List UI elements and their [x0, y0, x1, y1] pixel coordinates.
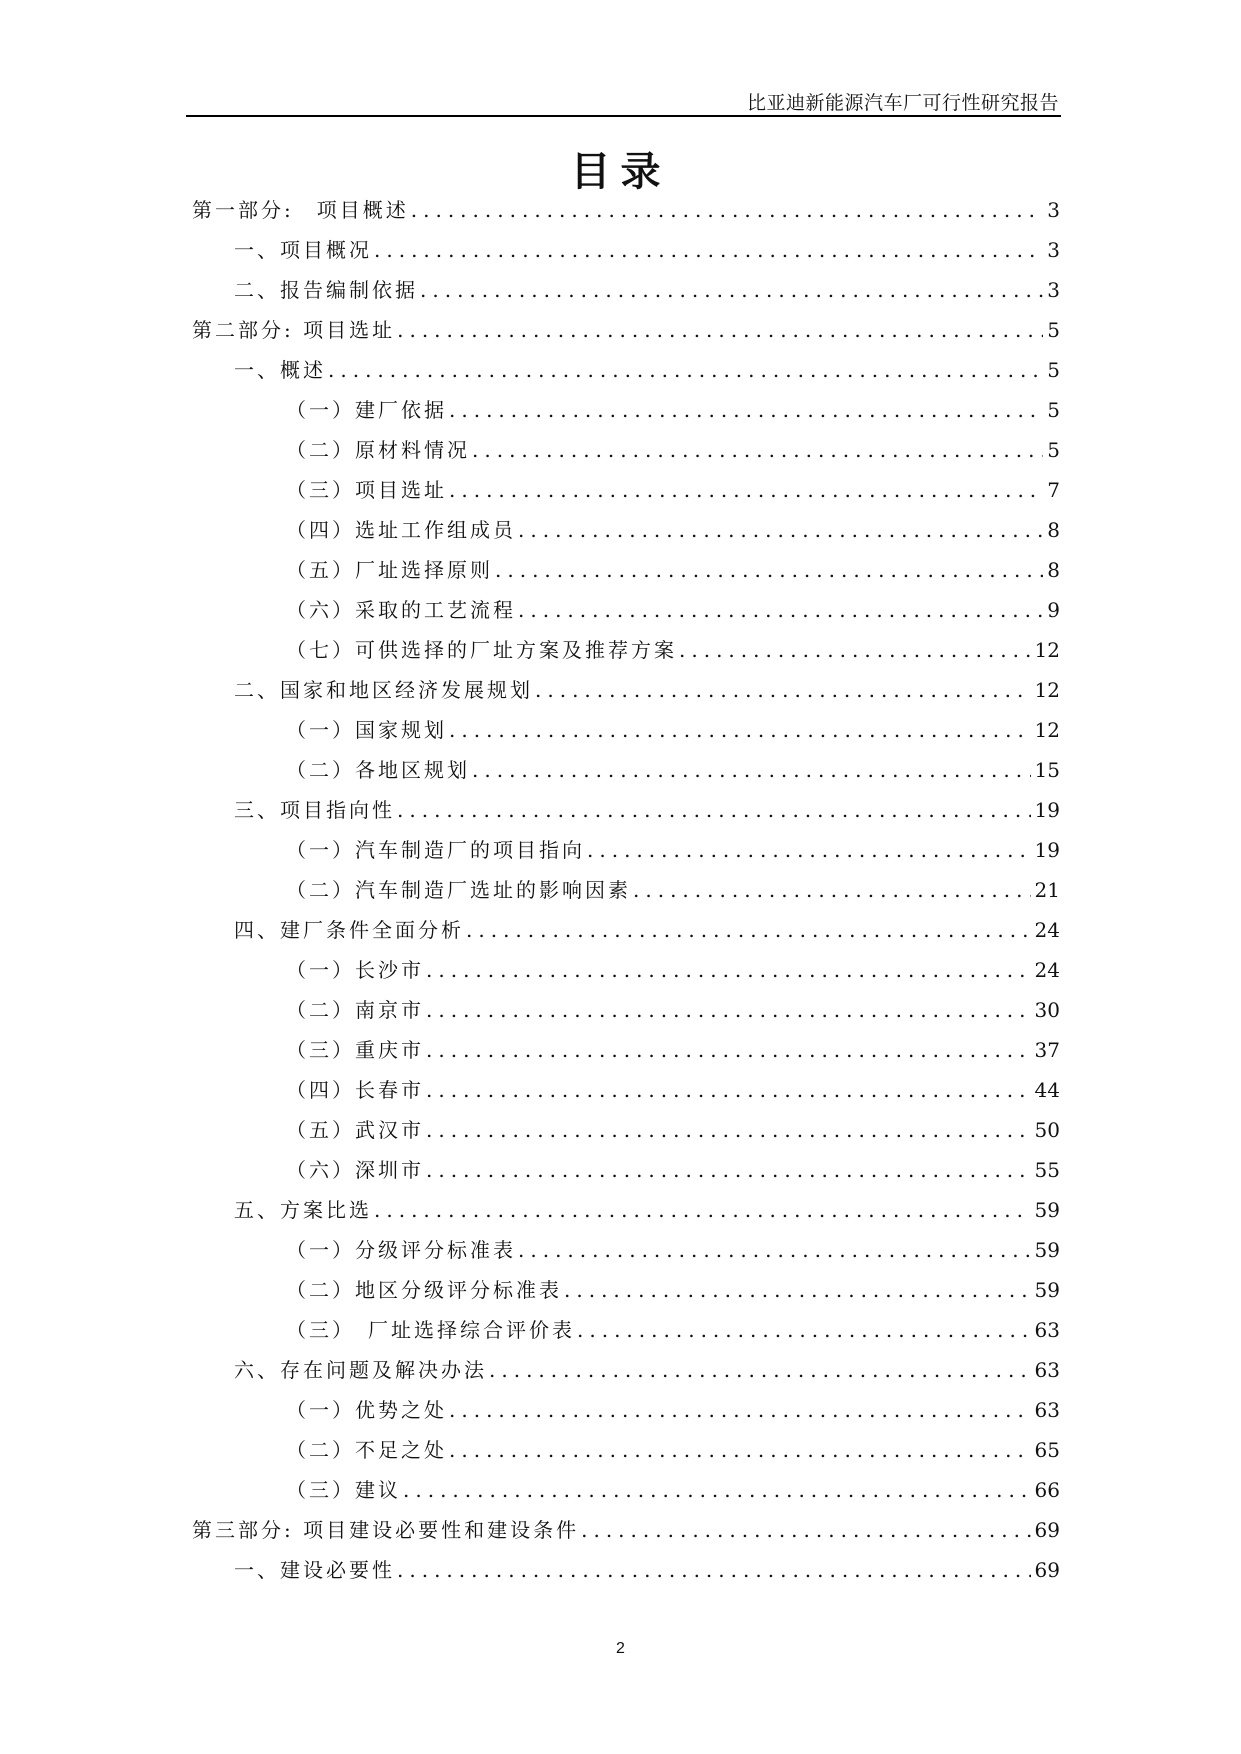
toc-dot-leader: [426, 1118, 1031, 1142]
toc-dot-leader: [518, 598, 1043, 622]
toc-entry-page: 3: [1047, 278, 1060, 302]
toc-dot-leader: [587, 838, 1031, 862]
toc-dot-leader: [581, 1518, 1030, 1542]
toc-entry-label: 第三部分: 项目建设必要性和建设条件: [192, 1518, 580, 1542]
toc-entry[interactable]: [192, 1394, 1060, 1434]
toc-entry-page: 3: [1047, 238, 1060, 262]
toc-entry[interactable]: [192, 234, 1060, 274]
toc-dot-leader: [374, 238, 1043, 262]
toc-entry[interactable]: [192, 514, 1060, 554]
toc-entry[interactable]: [192, 914, 1060, 954]
toc-entry-label: （三）建议: [286, 1478, 401, 1502]
toc-entry-label: （一）分级评分标准表: [286, 1238, 516, 1262]
toc-entry-page: 55: [1034, 1158, 1060, 1182]
toc-entry[interactable]: [192, 1554, 1060, 1594]
toc-entry[interactable]: [192, 1114, 1060, 1154]
toc-entry-page: 12: [1034, 718, 1060, 742]
toc-entry-page: 30: [1034, 998, 1060, 1022]
toc-dot-leader: [535, 678, 1031, 702]
toc-entry[interactable]: [192, 394, 1060, 434]
toc-entry-label: （六）采取的工艺流程: [286, 598, 516, 622]
toc-dot-leader: [411, 198, 1044, 222]
toc-entry-page: 59: [1034, 1238, 1060, 1262]
toc-entry-label: （五）厂址选择原则: [286, 558, 493, 582]
page-number: 2: [616, 1640, 625, 1657]
toc-entry[interactable]: [192, 1354, 1060, 1394]
toc-entry[interactable]: [192, 994, 1060, 1034]
toc-dot-leader: [426, 1078, 1031, 1102]
toc-entry-label: 二、报告编制依据: [234, 278, 418, 302]
toc-entry-page: 63: [1034, 1318, 1060, 1342]
toc-entry-page: 44: [1034, 1078, 1060, 1102]
toc-dot-leader: [449, 718, 1031, 742]
toc-entry-page: 5: [1047, 398, 1060, 422]
toc-entry-page: 8: [1047, 518, 1060, 542]
table-of-contents: [192, 194, 1060, 1594]
toc-entry-page: 19: [1034, 838, 1060, 862]
toc-entry[interactable]: [192, 274, 1060, 314]
toc-entry[interactable]: [192, 1434, 1060, 1474]
toc-dot-leader: [397, 798, 1031, 822]
toc-entry-label: 五、方案比选: [234, 1198, 372, 1222]
toc-entry[interactable]: [192, 1154, 1060, 1194]
toc-dot-leader: [449, 398, 1043, 422]
toc-entry-label: （三）项目选址: [286, 478, 447, 502]
toc-entry-page: 8: [1047, 558, 1060, 582]
toc-entry-page: 37: [1034, 1038, 1060, 1062]
toc-entry-page: 9: [1047, 598, 1060, 622]
toc-entry-page: 15: [1034, 758, 1060, 782]
toc-entry-label: （二）各地区规划: [286, 758, 470, 782]
toc-entry-page: 50: [1034, 1118, 1060, 1142]
toc-entry[interactable]: [192, 674, 1060, 714]
toc-dot-leader: [489, 1358, 1031, 1382]
toc-entry-label: 第一部分: 项目概述: [192, 198, 409, 222]
toc-entry-page: 63: [1034, 1358, 1060, 1382]
toc-dot-leader: [374, 1198, 1031, 1222]
toc-entry-label: （三） 厂址选择综合评价表: [286, 1318, 575, 1342]
toc-entry-label: （一）建厂依据: [286, 398, 447, 422]
toc-entry-label: （一）汽车制造厂的项目指向: [286, 838, 585, 862]
toc-entry[interactable]: [192, 594, 1060, 634]
toc-entry-page: 12: [1034, 678, 1060, 702]
toc-entry-label: （七）可供选择的厂址方案及推荐方案: [286, 638, 677, 662]
toc-entry-page: 63: [1034, 1398, 1060, 1422]
toc-entry-label: 二、国家和地区经济发展规划: [234, 678, 533, 702]
toc-dot-leader: [426, 958, 1031, 982]
toc-entry[interactable]: [192, 554, 1060, 594]
toc-entry-label: （二）南京市: [286, 998, 424, 1022]
toc-entry-page: 59: [1034, 1278, 1060, 1302]
toc-entry[interactable]: [192, 874, 1060, 914]
toc-entry[interactable]: [192, 754, 1060, 794]
toc-entry-label: （二）不足之处: [286, 1438, 447, 1462]
toc-dot-leader: [518, 1238, 1031, 1262]
toc-dot-leader: [403, 1478, 1031, 1502]
toc-entry-label: （四）长春市: [286, 1078, 424, 1102]
toc-entry[interactable]: [192, 434, 1060, 474]
toc-dot-leader: [449, 1398, 1031, 1422]
toc-entry[interactable]: [192, 1074, 1060, 1114]
toc-entry[interactable]: [192, 1274, 1060, 1314]
toc-entry[interactable]: [192, 1194, 1060, 1234]
toc-entry-label: （三）重庆市: [286, 1038, 424, 1062]
toc-entry-label: 六、存在问题及解决办法: [234, 1358, 487, 1382]
toc-entry[interactable]: [192, 1234, 1060, 1274]
toc-dot-leader: [397, 1558, 1031, 1582]
toc-entry-label: 一、建设必要性: [234, 1558, 395, 1582]
toc-title: 目录: [570, 148, 671, 195]
toc-entry[interactable]: [192, 1514, 1060, 1554]
toc-entry[interactable]: [192, 314, 1060, 354]
toc-entry-page: 69: [1034, 1558, 1060, 1582]
toc-dot-leader: [426, 998, 1031, 1022]
toc-entry-page: 21: [1034, 878, 1060, 902]
toc-entry[interactable]: [192, 194, 1060, 234]
toc-entry-page: 5: [1047, 318, 1060, 342]
toc-entry-label: （六）深圳市: [286, 1158, 424, 1182]
toc-entry-page: 65: [1034, 1438, 1060, 1462]
toc-entry-label: （二）原材料情况: [286, 438, 470, 462]
toc-entry-page: 5: [1047, 358, 1060, 382]
toc-entry[interactable]: [192, 714, 1060, 754]
toc-entry-page: 3: [1047, 198, 1060, 222]
toc-dot-leader: [679, 638, 1031, 662]
toc-entry-label: （一）优势之处: [286, 1398, 447, 1422]
toc-entry-label: 四、建厂条件全面分析: [234, 918, 464, 942]
toc-dot-leader: [633, 878, 1031, 902]
toc-entry[interactable]: [192, 354, 1060, 394]
toc-entry[interactable]: [192, 834, 1060, 874]
toc-entry[interactable]: [192, 954, 1060, 994]
toc-entry-label: 一、项目概况: [234, 238, 372, 262]
toc-entry-page: 12: [1034, 638, 1060, 662]
toc-entry[interactable]: [192, 794, 1060, 834]
toc-entry[interactable]: [192, 1314, 1060, 1354]
toc-dot-leader: [449, 478, 1043, 502]
toc-entry-label: 第二部分: 项目选址: [192, 318, 396, 342]
toc-entry-label: （二）汽车制造厂选址的影响因素: [286, 878, 631, 902]
toc-dot-leader: [426, 1038, 1031, 1062]
toc-entry-page: 66: [1034, 1478, 1060, 1502]
running-header: 比亚迪新能源汽车厂可行性研究报告: [746, 92, 1059, 114]
toc-entry-page: 59: [1034, 1198, 1060, 1222]
toc-entry[interactable]: [192, 1034, 1060, 1074]
toc-dot-leader: [328, 358, 1043, 382]
header-rule: [186, 115, 1061, 117]
toc-entry-page: 69: [1034, 1518, 1060, 1542]
toc-entry-label: （二）地区分级评分标准表: [286, 1278, 562, 1302]
toc-entry-label: （一）国家规划: [286, 718, 447, 742]
toc-entry-label: （五）武汉市: [286, 1118, 424, 1142]
toc-entry-page: 7: [1047, 478, 1060, 502]
toc-entry-label: 一、概述: [234, 358, 326, 382]
toc-dot-leader: [420, 278, 1043, 302]
toc-dot-leader: [472, 438, 1043, 462]
toc-entry-label: （一）长沙市: [286, 958, 424, 982]
toc-dot-leader: [495, 558, 1043, 582]
toc-dot-leader: [577, 1318, 1031, 1342]
toc-entry[interactable]: [192, 1474, 1060, 1514]
toc-entry-page: 24: [1034, 918, 1060, 942]
toc-entry-page: 5: [1047, 438, 1060, 462]
toc-dot-leader: [518, 518, 1043, 542]
toc-dot-leader: [466, 918, 1031, 942]
toc-dot-leader: [564, 1278, 1031, 1302]
toc-entry-label: （四）选址工作组成员: [286, 518, 516, 542]
toc-dot-leader: [472, 758, 1031, 782]
toc-entry-label: 三、项目指向性: [234, 798, 395, 822]
toc-dot-leader: [397, 318, 1043, 342]
toc-dot-leader: [426, 1158, 1031, 1182]
toc-entry[interactable]: [192, 634, 1060, 674]
toc-entry-page: 24: [1034, 958, 1060, 982]
toc-entry[interactable]: [192, 474, 1060, 514]
toc-dot-leader: [449, 1438, 1031, 1462]
toc-entry-page: 19: [1034, 798, 1060, 822]
